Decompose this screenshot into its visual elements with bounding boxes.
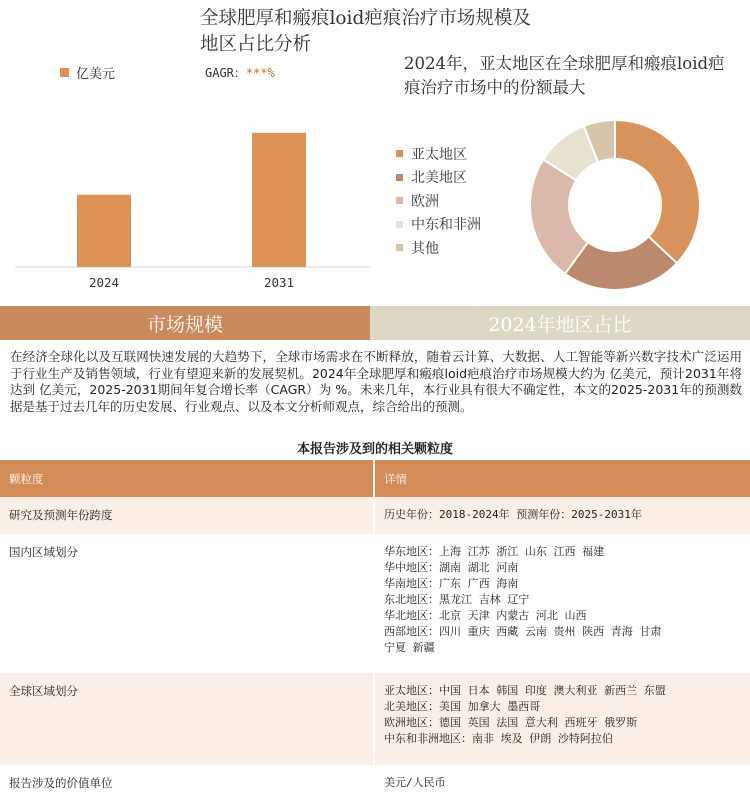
table-detail-line: 西部地区：四川 重庆 西藏 云南 贵州 陕西 青海 甘肃: [384, 625, 662, 638]
pie-legend-swatch: [396, 221, 403, 228]
cagr-text: [205, 64, 275, 81]
table-body: [0, 497, 750, 801]
table-header-row: [0, 460, 750, 497]
table-cell-details: [374, 534, 750, 673]
table-detail-line: 欧洲地区：德国 英国 法国 意大利 西班牙 俄罗斯: [384, 716, 638, 729]
table-cell-details: [374, 497, 750, 534]
pie-legend-swatch: [396, 174, 403, 181]
pie-legend-swatch: [396, 244, 403, 251]
table-title: 本报告涉及到的相关颗粒度: [296, 442, 453, 457]
pie-legend: [396, 142, 481, 260]
bar-2031: [252, 133, 306, 267]
table-cell-details: [374, 673, 750, 765]
table-detail-line: 北美地区：美国 加拿大 墨西哥: [384, 700, 541, 713]
bar-chart: [0, 85, 390, 300]
bar-legend-swatch: [60, 68, 69, 77]
pie-legend-label: 其他: [411, 240, 439, 257]
bar-legend-label: 亿美元: [76, 67, 116, 82]
pie-slice-0: [615, 120, 700, 263]
title-line-1: 全球肥厚和瘢痕loid疤痕治疗市场规模及: [200, 8, 531, 29]
table-cell-details: [374, 765, 750, 801]
pie-legend-item: [396, 213, 481, 237]
page-title: [200, 6, 570, 58]
bar-tick-label-2031: 2031: [263, 275, 295, 290]
pie-legend-label: 中东和非洲: [411, 217, 481, 234]
table-detail-line: 美元/人民币: [384, 776, 446, 789]
table-cell-label: 研究及预测年份跨度: [0, 497, 374, 534]
table-row: [0, 534, 750, 673]
table-detail-line: 东北地区：黑龙江 吉林 辽宁: [384, 593, 530, 606]
table-detail-line: 宁夏 新疆: [384, 641, 435, 654]
pie-legend-label: 北美地区: [411, 170, 467, 187]
table-detail-line: 华中地区：湖南 湖北 河南: [384, 561, 519, 574]
table-header-granularity: 颗粒度: [0, 460, 374, 497]
title-line-2: 地区占比分析: [200, 34, 312, 55]
pie-legend-item: [396, 189, 481, 213]
table-cell-label: 国内区域划分: [0, 534, 374, 673]
table-cell-label: 全球区域划分: [0, 673, 374, 765]
pie-chart: [515, 105, 715, 305]
table-header-details: 详情: [374, 460, 750, 497]
cagr-value: ***%: [245, 66, 275, 80]
section-band-market-size: 市场规模: [0, 306, 370, 340]
pie-legend-item: [396, 166, 481, 190]
bar-2024: [77, 195, 131, 267]
table-detail-line: 华南地区：广东 广西 海南: [384, 577, 519, 590]
cagr-label: GAGR：: [205, 66, 246, 80]
pie-legend-label: 欧洲: [411, 193, 439, 210]
pie-legend-item: [396, 236, 481, 260]
bar-tick-label-2024: 2024: [88, 275, 120, 290]
pie-headline: 2024年，亚太地区在全球肥厚和瘢痕loid疤痕治疗市场中的份额最大: [404, 54, 725, 97]
intro-paragraph: 在经济全球化以及互联网快速发展的大趋势下，全球市场需求在不断释放，随着云计算、大数据、人工智能等新兴数字技术广泛运用于行业生产及销售领域，行业有望迎来新的发展契机。2024年全球肥厚和瘢痕loid疤痕治疗市场规模大约为 亿美元，预计2031年将达到 亿美元，2025-2031期间年复合增长率（CAGR）为 %。未来几年，本行业具有很大不确定性，本文的2025-2031年的预测数据是基于过去几年的历史发展、行业观点、以及本文分析师观点，综合给出的预测。: [10, 349, 742, 414]
pie-legend-swatch: [396, 150, 403, 157]
pie-legend-label: 亚太地区: [411, 146, 467, 163]
table-detail-line: 中东和非洲地区：南非 埃及 伊朗 沙特阿拉伯: [384, 732, 613, 745]
bar-legend: [60, 63, 115, 82]
pie-legend-item: [396, 142, 481, 166]
table-detail-line: 华东地区：上海 江苏 浙江 山东 江西 福建: [384, 545, 605, 558]
table-detail-line: 华北地区：北京 天津 内蒙古 河北 山西: [384, 609, 587, 622]
table-detail-line: 历史年份：2018-2024年 预测年份：2025-2031年: [384, 508, 642, 521]
table-row: [0, 497, 750, 534]
table-row: [0, 765, 750, 801]
granularity-table: [0, 460, 750, 801]
pie-legend-swatch: [396, 197, 403, 204]
table-detail-line: 亚太地区：中国 日本 韩国 印度 澳大利亚 新西兰 东盟: [384, 684, 666, 697]
section-band-region-share: 2024年地区占比: [370, 306, 750, 340]
table-cell-label: 报告涉及的价值单位: [0, 765, 374, 801]
table-row: [0, 673, 750, 765]
